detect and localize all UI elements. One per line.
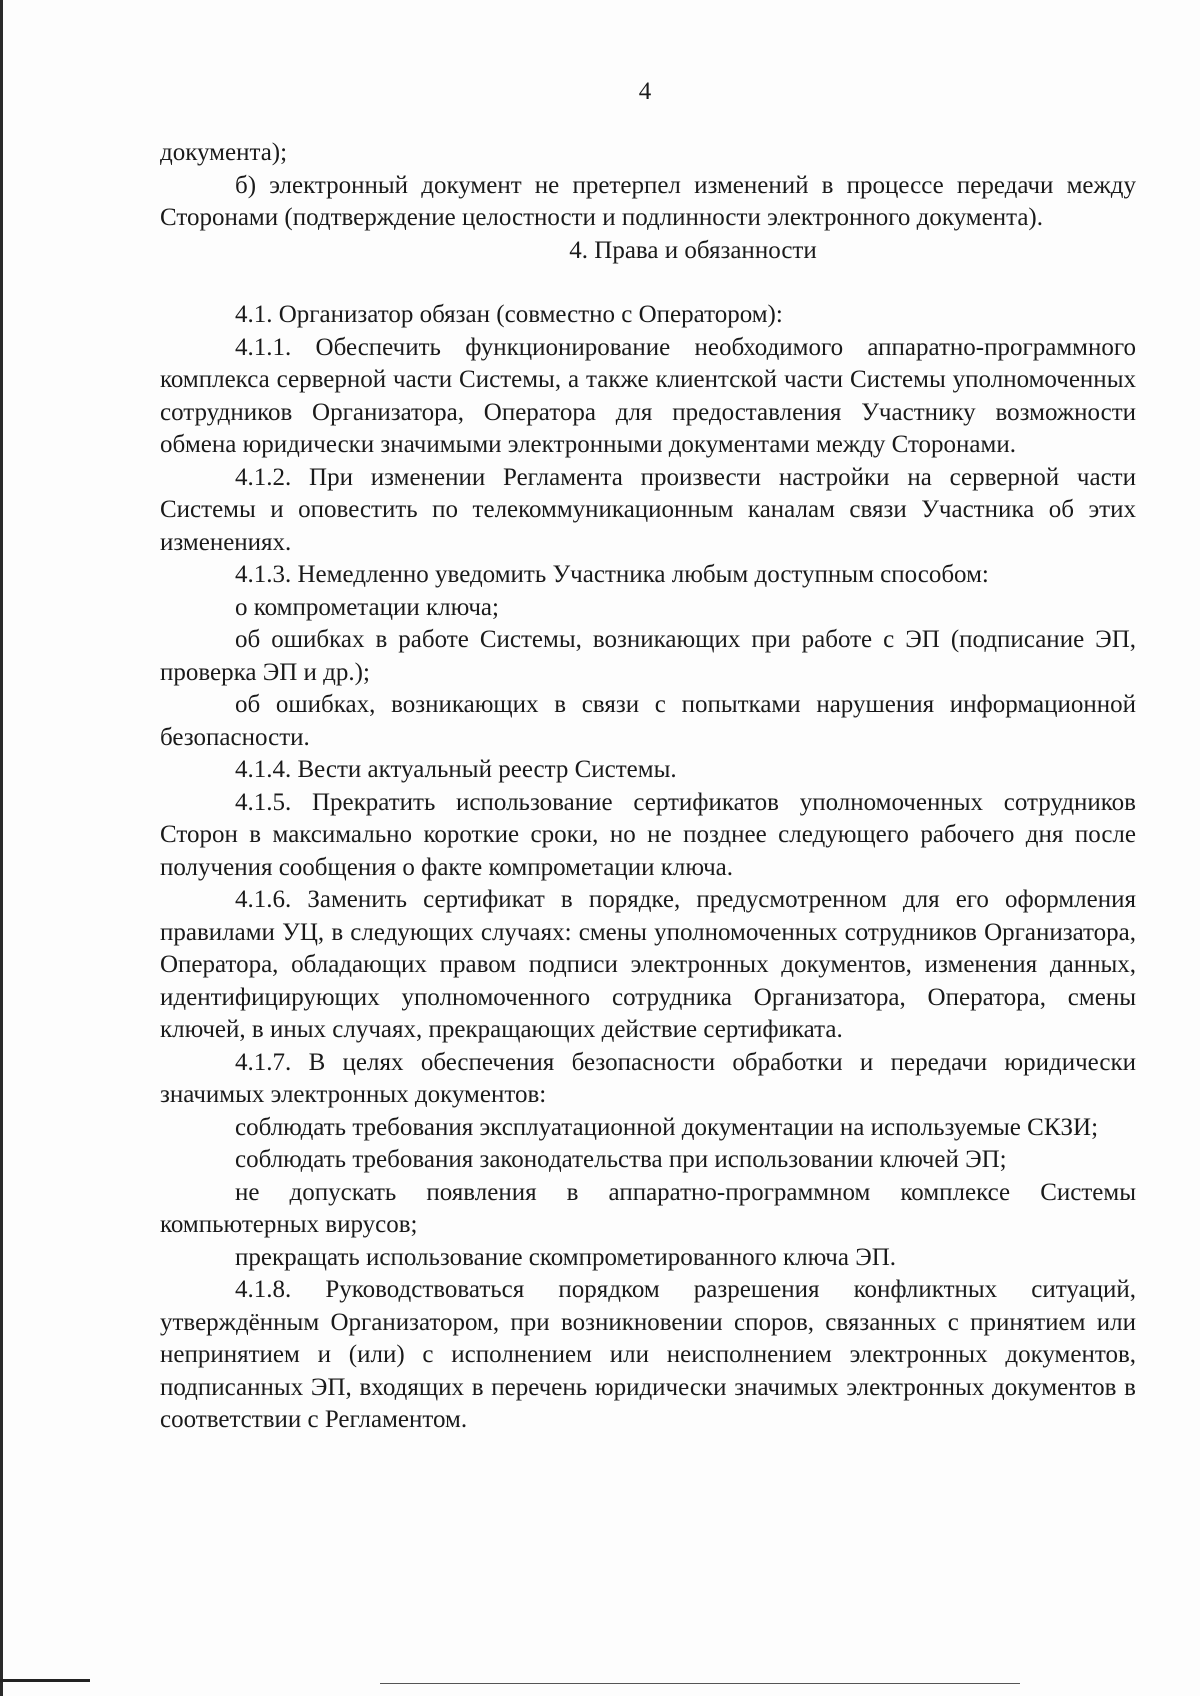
section-heading: 4. Права и обязанности — [569, 236, 817, 264]
list-item: соблюдать требования эксплуатационной документации на используемые СКЗИ; — [235, 1113, 1099, 1141]
scan-edge-bottom — [0, 1679, 90, 1682]
scan-edge-left — [0, 0, 3, 1696]
scan-line-bottom — [380, 1683, 1020, 1684]
list-item: не допускать появления в аппаратно-программном комплексе Системы компьютерных вирусов; — [160, 1178, 1136, 1238]
paragraph: 4.1.7. В целях обеспечения безопасности обработки и передачи юридически значимых электронных документов: — [160, 1048, 1136, 1108]
paragraph: 4.1.2. При изменении Регламента произвести настройки на серверной части Системы и оповестить по телекоммуникационным каналам связи Участника об этих изменениях. — [160, 463, 1136, 556]
paragraph: 4.1.4. Вести актуальный реестр Системы. — [235, 756, 677, 783]
document-body — [160, 137, 1136, 1437]
list-item: прекращать использование скомпрометированного ключа ЭП. — [235, 1243, 897, 1271]
paragraph: 4.1.5. Прекратить использование сертификатов уполномоченных сотрудников Сторон в максимально короткие сроки, но не позднее следующего рабочего дня после получения сообщения о факте компрометации ключа. — [160, 788, 1136, 881]
paragraph: б) электронный документ не претерпел изменений в процессе передачи между Сторонами (подтверждение целостности и подлинности электронного документа). — [160, 171, 1136, 231]
paragraph: 4.1.8. Руководствоваться порядком разрешения конфликтных ситуаций, утверждённым Организатором, при возникновении споров, связанных с принятием или непринятием и (или) с исполнением или неисполнением электронных документов, подписанных ЭП, входящих в перечень юридически значимых электронных документов в соответствии с Регламентом. — [160, 1276, 1136, 1433]
paragraph: 4.1.3. Немедленно уведомить Участника любым доступным способом: — [235, 561, 989, 588]
paragraph: 4.1. Организатор обязан (совместно с Оператором): — [235, 301, 783, 328]
list-item: об ошибках, возникающих в связи с попытками нарушения информационной безопасности. — [160, 691, 1136, 751]
list-item: о компрометации ключа; — [235, 593, 499, 621]
page-number: 4 — [638, 78, 652, 105]
paragraph: документа); — [160, 139, 288, 166]
list-item: об ошибках в работе Системы, возникающих при работе с ЭП (подписание ЭП, проверка ЭП и др.); — [160, 626, 1136, 686]
paragraph: 4.1.1. Обеспечить функционирование необходимого аппаратно-программного комплекса серверной части Системы, а также клиентской части Системы уполномоченных сотрудников Организатора, Оператора для предоставления Участнику возможности обмена юридически значимыми электронными документами между Сторонами. — [160, 333, 1136, 458]
list-item: соблюдать требования законодательства при использовании ключей ЭП; — [235, 1146, 1007, 1173]
paragraph: 4.1.6. Заменить сертификат в порядке, предусмотренном для его оформления правилами УЦ, в следующих случаях: смены уполномоченных сотрудников Организатора, Оператора, обладающих правом подписи электронных документов, изменения данных, идентифицирующих уполномоченного сотрудника Организатора, Оператора, смены ключей, в иных случаях, прекращающих действие сертификата. — [160, 886, 1136, 1043]
